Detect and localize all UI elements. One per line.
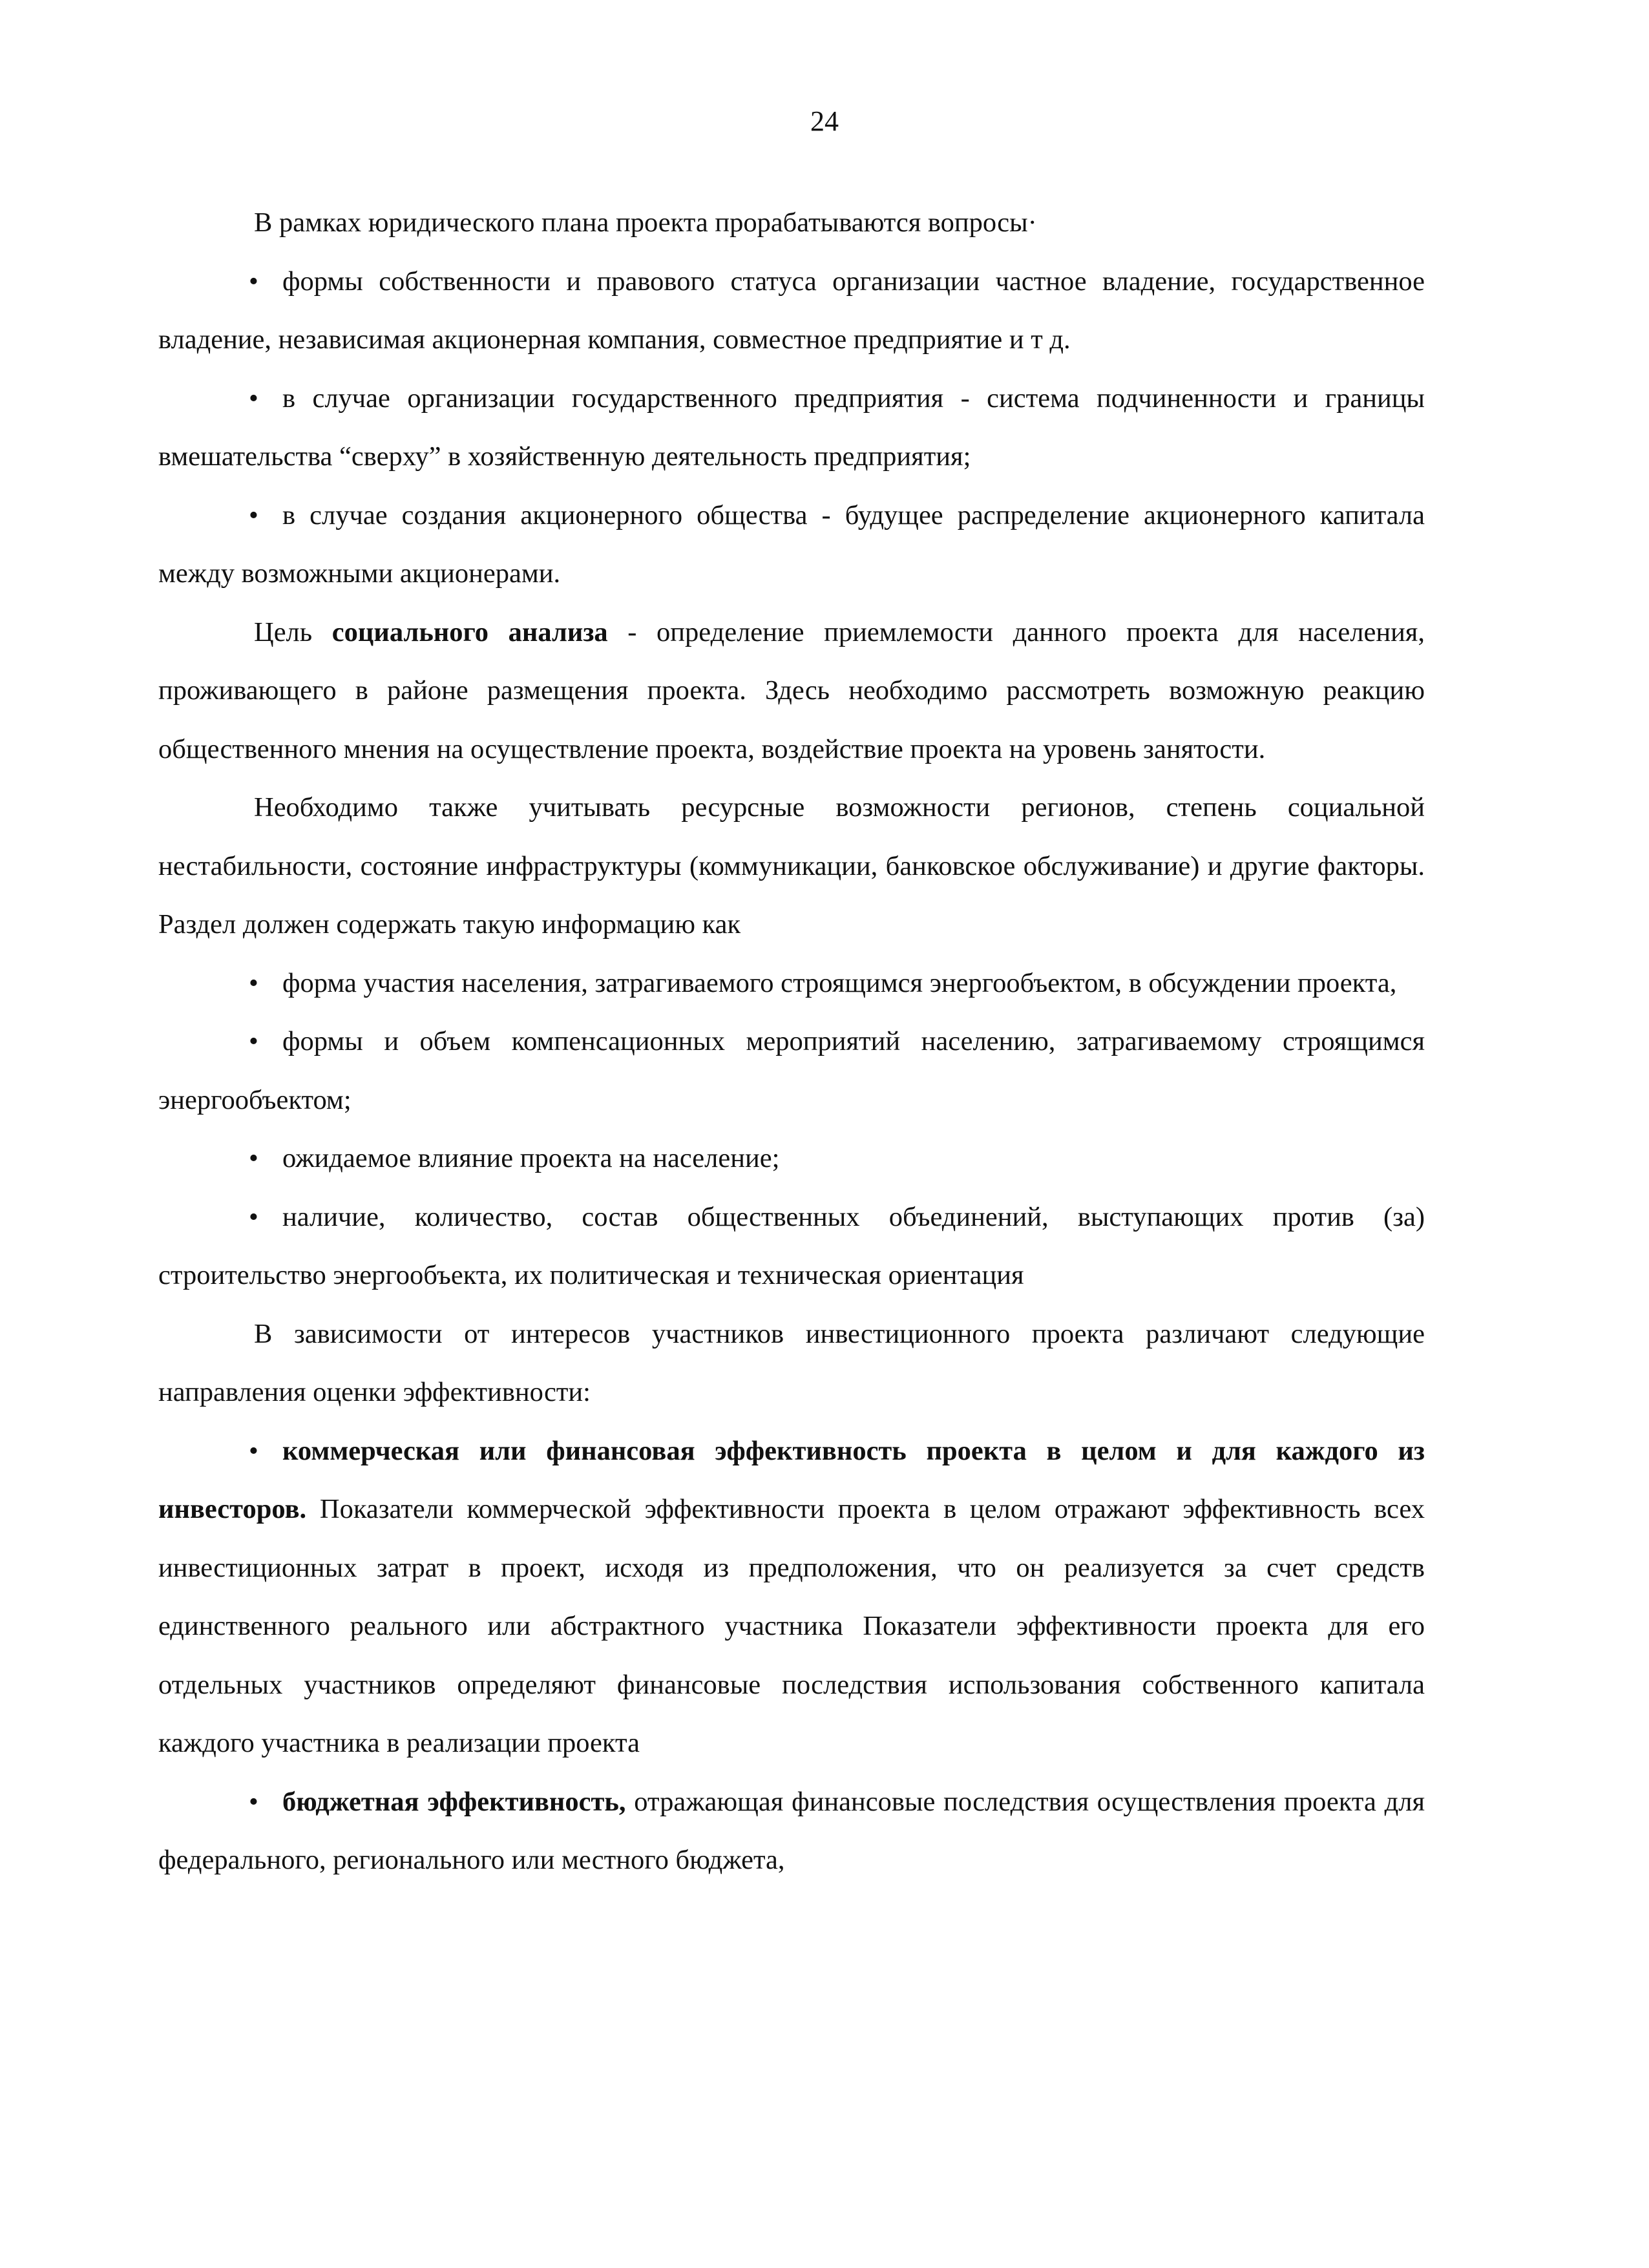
term-commercial-efficiency: коммерческая или финансовая эффективность проекта в целом и для каждого из инвесторов. <box>158 1435 1425 1524</box>
list-item-compensation <box>158 1013 1425 1129</box>
paragraph-social-analysis <box>158 604 1425 779</box>
text-body <box>158 194 1425 1890</box>
list-item-ownership <box>158 253 1425 370</box>
bullet-marker: • <box>249 383 258 414</box>
list-item-participation <box>158 954 1425 1013</box>
list-item-text: отражающая финансовые последствия осуществления проекта для федерального, регионального или местного бюджета, <box>158 1786 1425 1875</box>
list-item-text: в случае создания акционерного общества - будущее распределение акционерного капитала между возможными акционерами. <box>158 499 1425 589</box>
bullet-marker: • <box>249 499 258 530</box>
paragraph-efficiency-directions <box>158 1305 1425 1422</box>
bullet-marker: • <box>249 1143 258 1173</box>
list-item-budget-efficiency <box>158 1773 1425 1890</box>
term-budget-efficiency: бюджетная эффективность, <box>282 1786 626 1817</box>
list-item-public-associations <box>158 1188 1425 1305</box>
list-item-state-enterprise <box>158 370 1425 487</box>
bullet-marker: • <box>249 266 258 297</box>
bullet-marker: • <box>249 1786 258 1817</box>
paragraph-legal-plan <box>158 194 1425 253</box>
bullet-marker: • <box>249 1026 258 1056</box>
list-item-text: ожидаемое влияние проекта на население; <box>282 1143 780 1173</box>
bullet-marker: • <box>249 1201 258 1232</box>
bullet-marker: • <box>249 967 258 998</box>
list-item-commercial-efficiency <box>158 1422 1425 1773</box>
paragraph-text: - определение приемлемости данного проекта для населения, проживающего в районе размещения проекта. Здесь необходимо рассмотреть возможную реакцию общественного мнения на осуществление проекта, воздействие проекта на уровень занятости. <box>158 616 1425 764</box>
bullet-marker: • <box>249 1435 258 1466</box>
list-item-text: формы собственности и правового статуса организации частное владение, государственное владение, независимая акционерная компания, совместное предприятие и т д. <box>158 266 1425 355</box>
list-item-text: Показатели коммерческой эффективности проекта в целом отражают эффективность всех инвестиционных затрат в проект, исходя из предположения, что он реализуется за счет средств единственного реального или абстрактного участника Показатели эффективности проекта для его отдельных участников определяют финансовые последствия использования собственного капитала каждого участника в реализации проекта <box>158 1494 1425 1758</box>
list-item-text: в случае организации государственного предприятия - система подчиненности и границы вмешательства “сверху” в хозяйственную деятельность предприятия; <box>158 383 1425 472</box>
list-item-text: наличие, количество, состав общественных объединений, выступающих против (за) строительство энергообъекта, их политическая и техническая ориентация <box>158 1201 1425 1290</box>
paragraph-text: В рамках юридического плана проекта прорабатываются вопросы· <box>254 207 1037 238</box>
list-item-joint-stock <box>158 487 1425 604</box>
list-item-expected-impact <box>158 1129 1425 1188</box>
paragraph-text: Необходимо также учитывать ресурсные возможности регионов, степень социальной нестабильности, состояние инфраструктуры (коммуникации, банковское обслуживание) и другие факторы. Раздел должен содержать такую информацию как <box>158 792 1425 940</box>
page-number: 24 <box>810 105 839 137</box>
paragraph-lead: Цель <box>254 616 332 647</box>
list-item-text: формы и объем компенсационных мероприятий населению, затрагиваемому строящимся энергообъектом; <box>158 1026 1425 1115</box>
term-social-analysis: социального анализа <box>331 616 608 647</box>
paragraph-regional-factors <box>158 779 1425 954</box>
list-item-text: форма участия населения, затрагиваемого строящимся энергообъектом, в обсуждении проекта, <box>282 967 1397 998</box>
paragraph-text: В зависимости от интересов участников инвестиционного проекта различают следующие направления оценки эффективности: <box>158 1318 1425 1407</box>
